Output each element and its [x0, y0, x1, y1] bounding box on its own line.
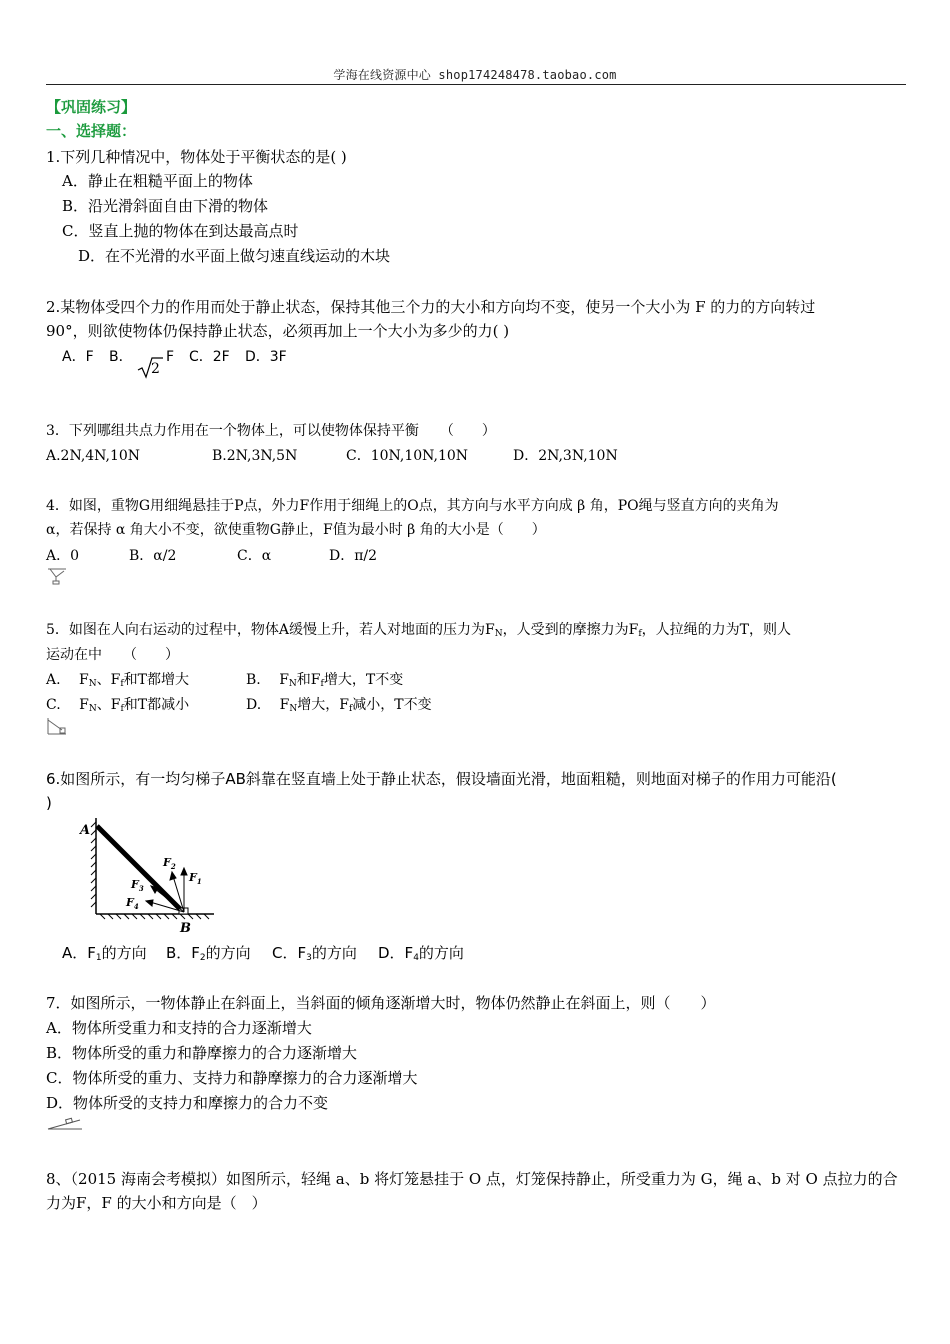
q3-option-b: B.2N,3N,5N [212, 448, 298, 464]
q5-option-d: D. $F_N$增大，$F_f$减小，T不变 [246, 697, 432, 714]
label-f3: $F_3$ [131, 878, 144, 893]
q1-stem: 1.下列几种情况中，物体处于平衡状态的是( ) [46, 148, 347, 166]
q5-stem-part2: ，人受到的摩擦力为F [502, 622, 639, 638]
q5-stem-part1: 5．如图在人向右运动的过程中，物体A缓慢上升，若人对地面的压力为F [46, 622, 495, 638]
label-a: A [80, 823, 91, 838]
q3-option-d: D．2N,3N,10N [513, 448, 618, 464]
q6-ladder-figure [76, 814, 221, 936]
page-header: 学海在线资源中心 shop174248478.taobao.com [333, 68, 617, 82]
q6-option-d: D．$F_4$的方向 [378, 944, 464, 963]
q8-stem-line1: 8、（2015 海南会考模拟）如图所示，轻绳 a、b 将灯笼悬挂于 O 点，灯笼保持静止，所受重力为 G，绳 a、b 对 O 点拉力的合 [46, 1170, 898, 1188]
label-f1: $F_1$ [189, 871, 202, 886]
q6-option-c: C．$F_3$的方向 [272, 944, 357, 963]
label-f2: $F_2$ [163, 856, 176, 871]
q3-option-c: C．10N,10N,10N [346, 448, 469, 464]
q4-option-c: C．α [237, 548, 272, 564]
q5-option-b: B. $F_N$和$F_f$增大，T不变 [246, 672, 404, 689]
q5-stem-line1 [46, 619, 791, 645]
header-divider [46, 84, 906, 85]
q5-option-a: A. $F_N$、$F_f$和T都增大 [46, 672, 190, 689]
q5-sub-n: N [494, 629, 503, 639]
q1-option-b: B．沿光滑斜面自由下滑的物体 [62, 197, 269, 215]
q5-stem-part3: ，人拉绳的力为T，则人 [641, 622, 792, 638]
q6-option-a: A．$F_1$的方向 [62, 944, 147, 963]
q2-option-c: C．2F [189, 349, 230, 365]
q3-option-a: A.2N,4N,10N [46, 448, 141, 464]
q2-option-d: D．3F [245, 349, 287, 365]
label-b: B [180, 921, 191, 936]
q2-stem-line2: 90°，则欲使物体仍保持静止状态，必须再加上一个大小为多少的力( ) [46, 322, 510, 340]
q6-option-b: B．$F_2$的方向 [166, 944, 251, 963]
q7-option-b: B．物体所受的重力和静摩擦力的合力逐渐增大 [46, 1044, 358, 1062]
q1-option-c: C．竖直上抛的物体在到达最高点时 [62, 222, 299, 240]
q5-sub-f: f [638, 629, 642, 639]
q7-option-a: A．物体所受重力和支持的合力逐渐增大 [46, 1019, 312, 1037]
q2-option-b: B． [109, 349, 133, 365]
q7-figure-thumbnail [46, 1116, 84, 1132]
q4-option-a: A．0 [46, 548, 80, 564]
q2-option-a: A．F [62, 349, 94, 365]
q2-stem-line1: 2.某物体受四个力的作用而处于静止状态，保持其他三个力的大小和方向均不变，使另一个大小为 F 的力的方向转过 [46, 298, 816, 316]
q1-option-a: A．静止在粗糙平面上的物体 [62, 172, 253, 190]
q2-option-b-radicand: 2 [151, 361, 160, 377]
q4-stem-line1: 4．如图，重物G用细绳悬挂于P点，外力F作用于细绳上的O点，其方向与水平方向成 β 角，PO绳与竖直方向的夹角为 [46, 498, 779, 514]
q5-stem-line2: 运动在中 （ ） [46, 647, 179, 663]
q7-option-c: C．物体所受的重力、支持力和静摩擦力的合力逐渐增大 [46, 1069, 418, 1087]
q6-stem-line2: ) [46, 794, 52, 812]
q1-option-d: D．在不光滑的水平面上做匀速直线运动的木块 [78, 247, 391, 265]
q7-stem: 7．如图所示，一物体静止在斜面上，当斜面的倾角逐渐增大时，物体仍然静止在斜面上，则（ ） [46, 994, 716, 1012]
q4-option-d: D．π/2 [329, 548, 378, 564]
q3-stem: 3．下列哪组共点力作用在一个物体上，可以使物体保持平衡 （ ） [46, 423, 496, 439]
section-subtitle: 一、选择题： [46, 122, 137, 140]
q4-option-b: B．α/2 [129, 548, 177, 564]
section-title: 【巩固练习】 [46, 98, 137, 116]
q2-option-b-unit: F [166, 349, 175, 365]
q4-figure-thumbnail [46, 567, 68, 585]
q4-stem-line2: α，若保持 α 角大小不变，欲使重物G静止，F值为最小时 β 角的大小是（ ） [46, 522, 546, 538]
q5-option-c: C. $F_N$、$F_f$和T都减小 [46, 697, 190, 714]
label-f4: $F_4$ [126, 896, 139, 911]
q5-figure-thumbnail [46, 716, 68, 736]
q6-stem-line1: 6.如图所示，有一均匀梯子AB斜靠在竖直墙上处于静止状态，假设墙面光滑，地面粗糙，则地面对梯子的作用力可能沿( [46, 770, 837, 788]
q7-option-d: D．物体所受的支持力和摩擦力的合力不变 [46, 1094, 329, 1112]
force-f3-arrow [154, 888, 184, 912]
q8-stem-line2: 力为F，F 的大小和方向是（ ） [46, 1194, 267, 1212]
